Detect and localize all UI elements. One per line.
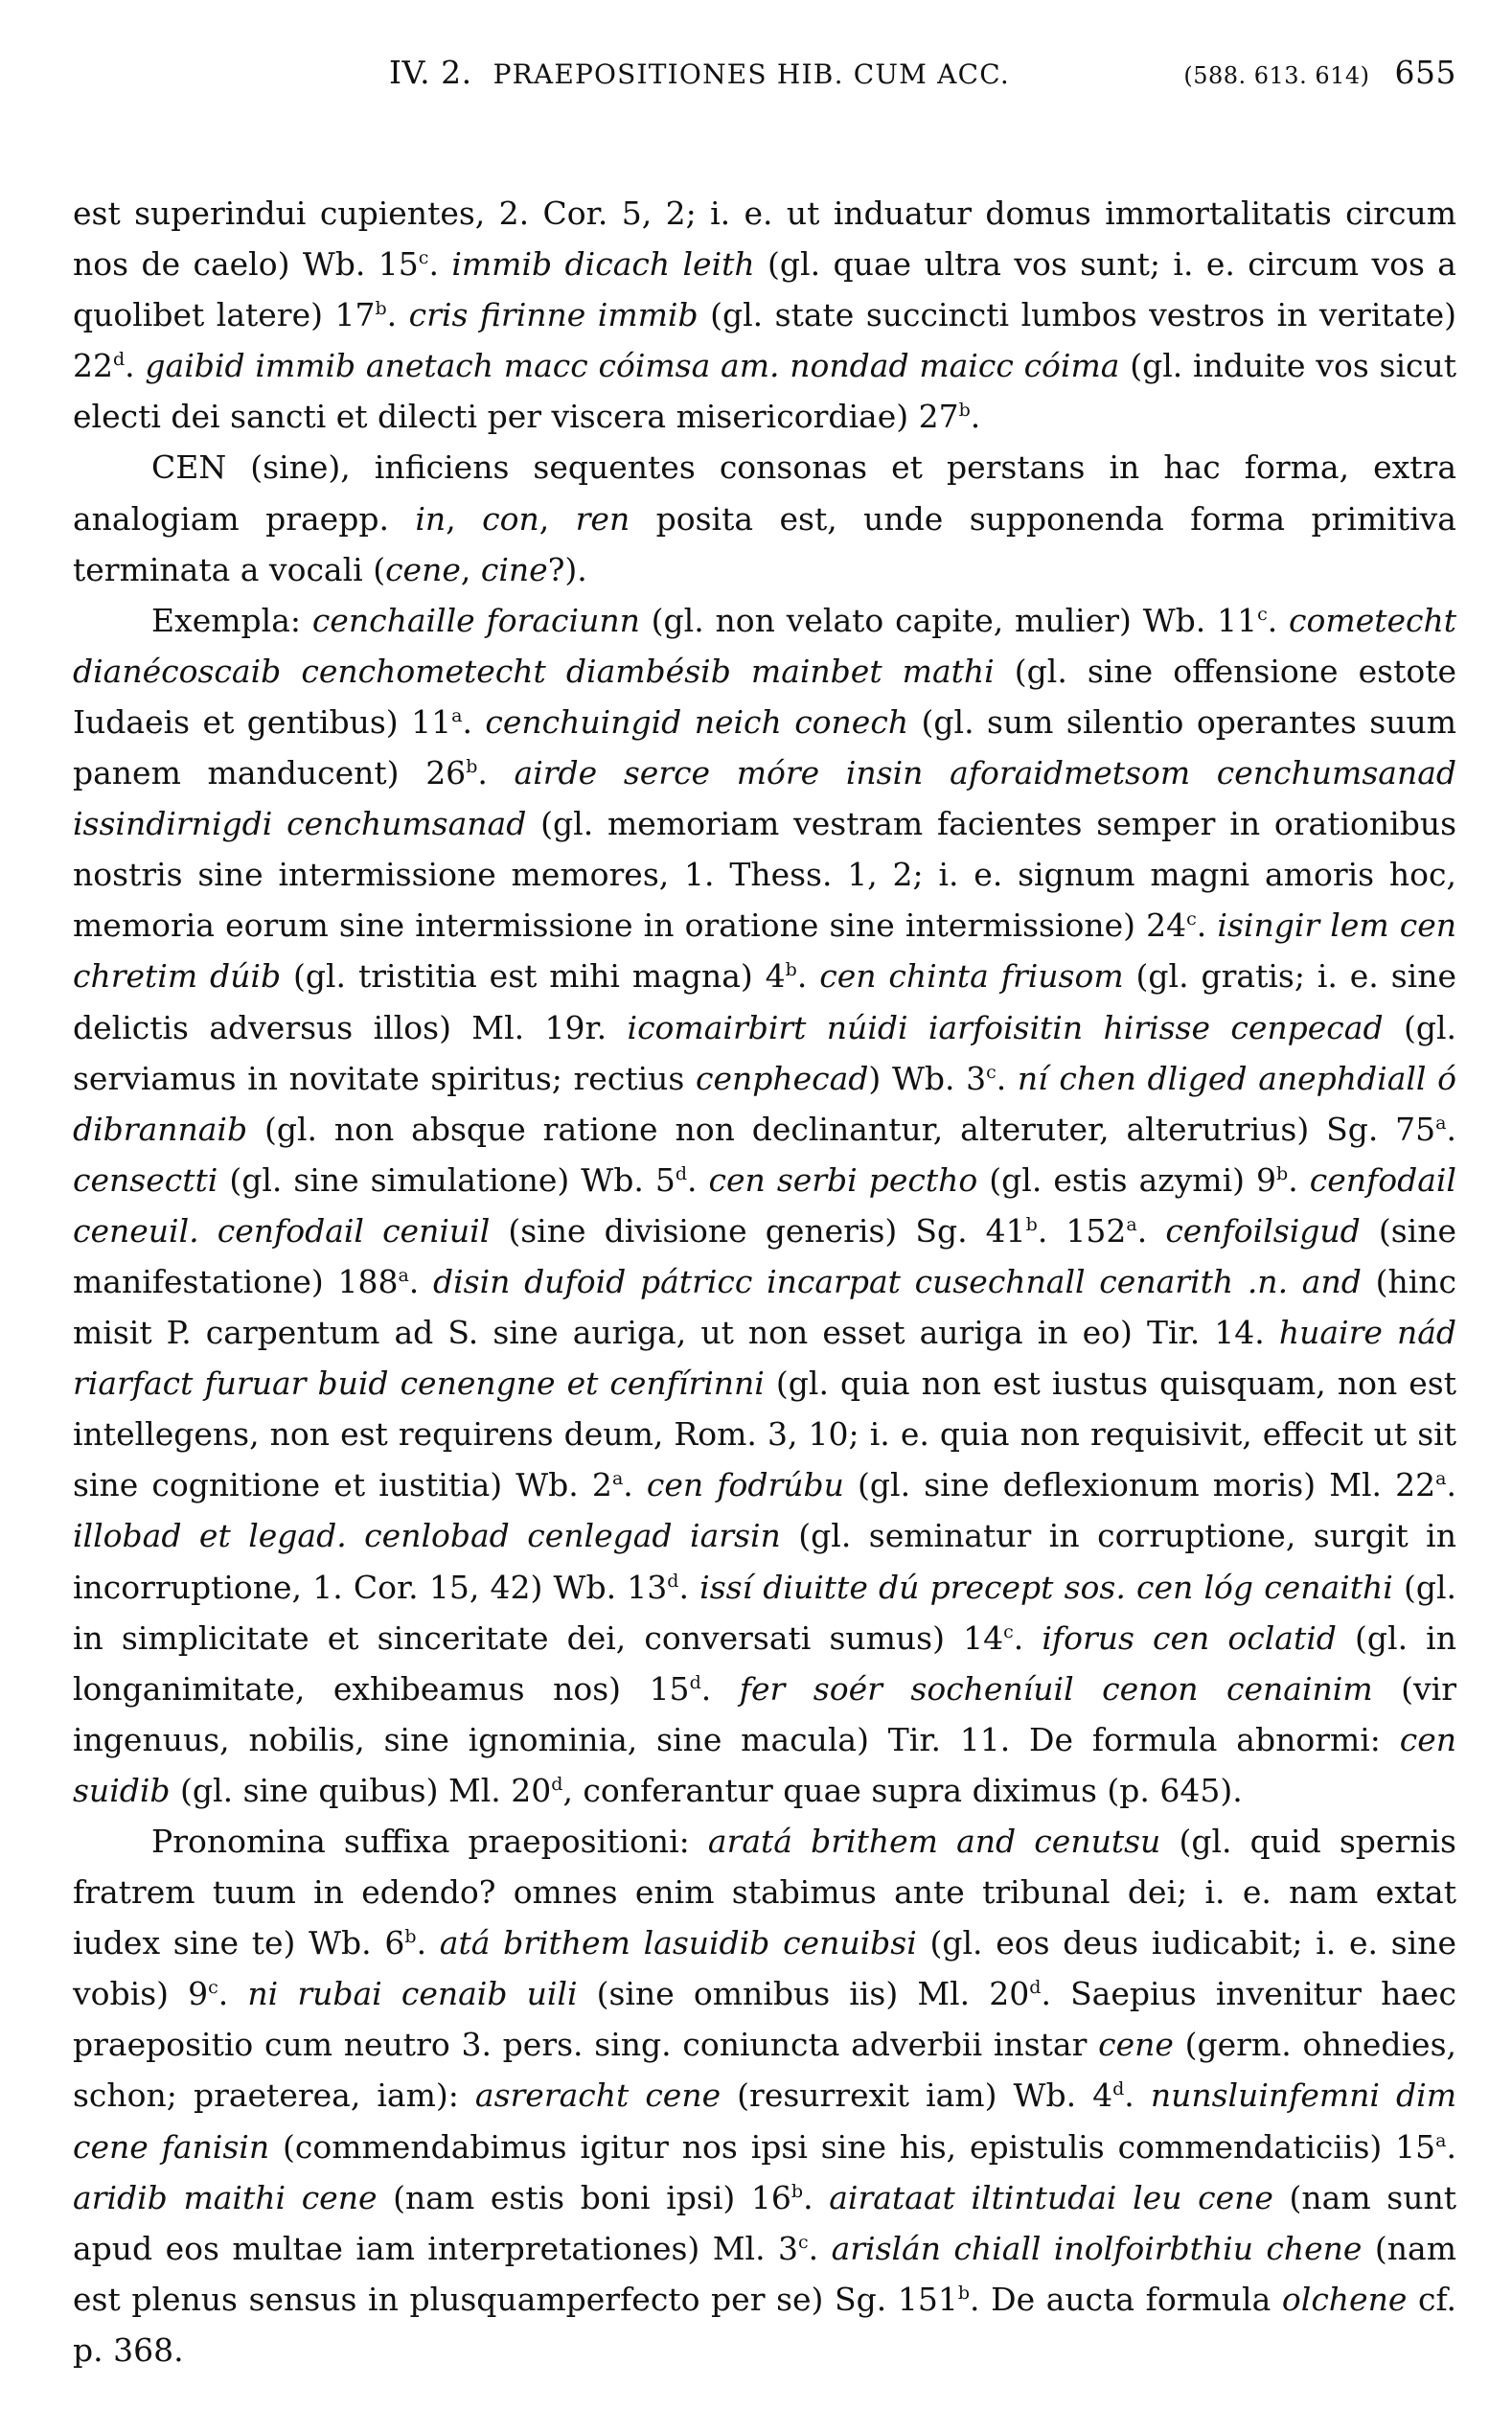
irish-citation: cen suidib [73, 1720, 1456, 1809]
text-run: . [970, 398, 981, 436]
text-run: (resurrexit iam) Wb. 4 [721, 2076, 1113, 2115]
irish-citation: huaire nád riarfact furuar buid cenengne et cenfírinni [73, 1314, 1456, 1403]
irish-citation: cene [1098, 2026, 1174, 2064]
folio-column-marker: a [1435, 1468, 1447, 1490]
text-run: . Saepius invenitur haec praepositio cum neutro 3. pers. sing. coniuncta adverbii instar [73, 1975, 1457, 2064]
folio-column-marker: a [1435, 1112, 1447, 1134]
text-run: , conferantur quae supra diximus (p. 645). [562, 1771, 1243, 1809]
text-run: est superindui cupientes, 2. Cor. 5, 2; i. e. ut induatur domus immortalitatis circum nos de caelo) Wb. 15 [73, 195, 1456, 284]
text-run: . [462, 702, 486, 741]
irish-citation: ni rubai cenaib uili [247, 1975, 578, 2013]
irish-citation: aratá brithem and cenutsu [707, 1823, 1161, 1860]
folio-column-marker: d [1029, 1977, 1042, 1999]
text-run: Exempla: [151, 601, 312, 639]
text-run: . [678, 1568, 700, 1606]
folio-column-marker: d [551, 1773, 563, 1795]
text-run: (gl. sum silentio operantes suum panem manducent) 26 [73, 702, 1456, 792]
irish-citation: disin dufoid pátricc incarpat cusechnall cenarith .n. and [433, 1262, 1362, 1300]
paragraph-pronomina-suffixa [73, 1816, 1456, 2375]
text-run: (nam sunt apud eos multae iam interpretationes) Ml. 3 [73, 2178, 1457, 2267]
text-run: . 152 [1037, 1211, 1127, 1250]
text-run: posita est, unde supponenda forma primitiva terminata a vocali ( [73, 499, 1456, 588]
text-run: (gl. induite vos sicut electi dei sancti et dilecti per viscera misericordiae) 27 [73, 347, 1456, 436]
text-run: ?). [547, 550, 587, 588]
irish-citation: cen fodrúbu [646, 1466, 844, 1504]
text-run: . [1196, 906, 1218, 945]
text-run: (sine divisione generis) Sg. 41 [490, 1211, 1026, 1250]
text-run: . [700, 1669, 740, 1708]
text-run: (gl. gratis; i. e. sine delictis adversus illos) Ml. 19r. [73, 957, 1456, 1046]
folio-column-marker: b [958, 400, 971, 422]
folio-column-marker: d [1112, 2078, 1125, 2100]
text-run: . [1288, 1160, 1310, 1199]
irish-citation: cenfodail ceneuil. cenfodail ceniuil [73, 1160, 1456, 1250]
text-run: . [428, 245, 452, 284]
irish-citation: immib dicach leith [451, 245, 755, 284]
irish-citation: cenchaille foraciunn [311, 601, 640, 639]
text-run: (gl. sine quibus) Ml. 20 [170, 1771, 552, 1809]
irish-citation: issí diuitte dú precept sos. cen lóg cenaithi [699, 1568, 1393, 1606]
text-run: . [996, 1059, 1018, 1097]
running-title: PRAEPOSITIONES HIB. CUM ACC. [493, 58, 1010, 90]
irish-citation: in [415, 499, 447, 538]
irish-citation: icomairbirt núidi iarfoisitin hirisse cenpecad [627, 1008, 1384, 1046]
irish-citation: con [482, 499, 539, 538]
folio-column-marker: c [797, 2231, 809, 2253]
irish-citation: arislán chiall inolfoirbthiu chene [831, 2229, 1363, 2267]
folio-column-marker: d [667, 1570, 679, 1592]
text-run: (gl. quid spernis fratrem tuum in edendo? omnes enim stabimus ante tribunal dei; i. e. nam extat iudex sine te) Wb. 6 [73, 1823, 1456, 1962]
folio-column-marker: b [790, 2180, 804, 2202]
text-run: . [125, 347, 146, 385]
folio-column-marker: a [398, 1264, 409, 1286]
text-run: . [218, 1975, 248, 2013]
text-run: . [808, 2229, 832, 2267]
folio-column-marker: a [1126, 1213, 1137, 1235]
section-number: IV. 2. [389, 54, 472, 91]
text-run: , [460, 550, 481, 588]
irish-citation: gaibid immib anetach macc cóimsa am. nondad maicc cóima [145, 347, 1120, 385]
folio-column-marker: c [986, 1061, 997, 1083]
irish-citation: cen chinta friusom [819, 957, 1124, 996]
text-run: (gl. quia non est iustus quisquam, non est intellegens, non est requirens deum, Rom. 3, 10; i. e. quia non requisivit, effecit ut sit sine cognitione et iustitia) Wb. 2 [73, 1365, 1456, 1504]
irish-citation: cris firinne immib [408, 296, 699, 334]
text-run: (gl. sine offensione estote Iudaeis et gentibus) 11 [73, 652, 1456, 741]
irish-citation: cen serbi pectho [708, 1160, 978, 1199]
folio-column-marker: a [611, 1468, 624, 1490]
text-run: . [386, 296, 409, 334]
folio-column-marker: c [208, 1977, 218, 1999]
irish-citation: illobad et legad. cenlobad cenlegad iarsin [73, 1517, 781, 1555]
folio-column-marker: b [957, 2282, 971, 2304]
folio-column-marker: a [1435, 2129, 1447, 2151]
folio-column-marker: c [1257, 603, 1268, 625]
irish-citation: cine [480, 550, 548, 588]
paragraph-continuation [73, 188, 1456, 442]
irish-citation: nunsluinfemni dim cene fanisin [73, 2076, 1456, 2166]
text-run: CEN (sine), inficiens sequentes consonas et perstans in hac forma, extra analogiam praepp. [73, 448, 1456, 538]
irish-citation: airataat iltintudai leu cene [829, 2178, 1273, 2216]
folio-column-marker: c [1186, 908, 1197, 930]
text-run: . De aucta formula [970, 2280, 1282, 2318]
text-run: . [796, 957, 820, 996]
text-run: . [803, 2178, 830, 2216]
irish-citation: cenphecad [695, 1059, 869, 1097]
text-run: . [1446, 1466, 1456, 1504]
text-run: . [623, 1466, 647, 1504]
text-run: (gl. in simplicitate et sinceritate dei, conversati sumus) 14 [73, 1568, 1457, 1657]
irish-citation: aridib maithi cene [73, 2178, 378, 2216]
text-run: cf. p. 368. [73, 2280, 1456, 2369]
folio-column-marker: d [689, 1671, 701, 1693]
text-run: . [416, 1924, 440, 1962]
irish-citation: olchene [1281, 2280, 1408, 2318]
irish-citation: censectti [73, 1160, 218, 1199]
irish-citation: iforus cen oclatid [1042, 1618, 1337, 1657]
text-run: . [477, 754, 515, 792]
irish-citation: airde serce móre insin aforaidmetsom cenchumsanad issindirnigdi cenchumsanad [73, 754, 1457, 843]
text-run: (gl. non velato capite, mulier) Wb. 11 [639, 601, 1258, 639]
irish-citation: cometecht dianécoscaib cenchometecht diambésib mainbet mathi [73, 601, 1457, 690]
irish-citation: cenfoilsigud [1165, 1211, 1361, 1250]
paragraph-examples [73, 595, 1456, 1816]
text-run: ) Wb. 3 [868, 1059, 987, 1097]
text-run: (gl. memoriam vestram facientes semper in orationibus nostris sine intermissione memores, 1. Thess. 1, 2; i. e. signum magni amoris hoc, memoria eorum sine intermissione in oratione sine intermissione) 24 [73, 805, 1457, 945]
text-run: (gl. state succincti lumbos vestros in veritate) 22 [73, 296, 1457, 385]
text-run: . [687, 1160, 709, 1199]
irish-citation: isingir lem cen chretim dúib [73, 906, 1457, 996]
text-run: (gl. seminatur in corruptione, surgit in incorruptione, 1. Cor. 15, 42) Wb. 13 [73, 1517, 1456, 1606]
text-run: (gl. serviamus in novitate spiritus; rectius [73, 1008, 1456, 1097]
text-run: . [1124, 2076, 1151, 2115]
text-run: . [1013, 1618, 1042, 1657]
folio-column-marker: c [1003, 1620, 1014, 1642]
folio-column-marker: a [451, 704, 463, 726]
text-run: (nam estis boni ipsi) 16 [377, 2178, 791, 2216]
text-run: (hinc misit P. carpentum ad S. sine auriga, ut non esset auriga in eo) Tir. 14. [73, 1262, 1456, 1352]
folio-column-marker: b [1025, 1213, 1038, 1235]
text-run: (germ. ohnedies, schon; praeterea, iam): [73, 2026, 1456, 2115]
page-number: 655 [1394, 54, 1456, 91]
text-run: . [1136, 1211, 1166, 1250]
text-run: , [538, 499, 576, 538]
text-run: (gl. estis azymi) 9 [977, 1160, 1277, 1199]
text-run: (gl. quae ultra vos sunt; i. e. circum vos a quolibet latere) 17 [73, 245, 1456, 334]
text-run: . [1446, 1110, 1456, 1148]
folio-column-marker: c [418, 247, 429, 269]
text-run: Pronomina suffixa praepositioni: [151, 1823, 708, 1860]
irish-citation: atá brithem lasuidib cenuibsi [439, 1924, 917, 1962]
text-run: (gl. tristitia est mihi magna) 4 [281, 957, 786, 996]
text-run: (gl. eos deus iudicabit; i. e. sine vobis) 9 [73, 1924, 1456, 2013]
text-run: (sine omnibus iis) Ml. 20 [577, 1975, 1030, 2013]
irish-citation: cene [385, 550, 461, 588]
folio-column-marker: b [785, 959, 797, 981]
running-header [73, 54, 1456, 113]
irish-citation: cenchuingid neich conech [485, 702, 909, 741]
text-run: (commendabimus igitur nos ipsi sine his, epistulis commendaticiis) 15 [269, 2127, 1436, 2166]
text-run: (gl. sine simulatione) Wb. 5 [218, 1160, 676, 1199]
text-run: (gl. non absque ratione non declinantur, alteruter, alterutrius) Sg. 75 [247, 1110, 1436, 1148]
text-run: (sine manifestatione) 188 [73, 1211, 1457, 1300]
irish-citation: ren [575, 499, 630, 538]
folio-column-marker: b [466, 756, 478, 778]
irish-citation: ní chen dliged anephdiall ó dibrannaib [73, 1059, 1456, 1148]
irish-citation: fer soér socheníuil cenon cenainim [739, 1669, 1373, 1708]
folio-column-marker: b [375, 298, 387, 320]
text-run: . [1267, 601, 1290, 639]
text-run: (nam est plenus sensus in plusquamperfecto per se) Sg. 151 [73, 2229, 1456, 2318]
text-run: (gl. in longanimitate, exhibeamus nos) 15 [73, 1618, 1456, 1708]
paragraph-references: (588. 613. 614) [1183, 62, 1370, 89]
text-run: , [446, 499, 483, 538]
folio-column-marker: d [113, 349, 126, 371]
text-run: (vir ingenuus, nobilis, sine ignominia, sine macula) Tir. 11. De formula abnormi: [73, 1669, 1456, 1758]
text-run: . [408, 1262, 433, 1300]
folio-column-marker: d [675, 1162, 688, 1184]
folio-column-marker: b [1276, 1162, 1289, 1184]
text-run: (gl. sine deflexionum moris) Ml. 22 [843, 1466, 1436, 1504]
irish-citation: asreracht cene [474, 2076, 722, 2115]
paragraph-cen-definition [73, 442, 1456, 594]
body-text [73, 188, 1456, 2375]
folio-column-marker: b [404, 1926, 417, 1948]
text-run: . [1446, 2127, 1456, 2166]
